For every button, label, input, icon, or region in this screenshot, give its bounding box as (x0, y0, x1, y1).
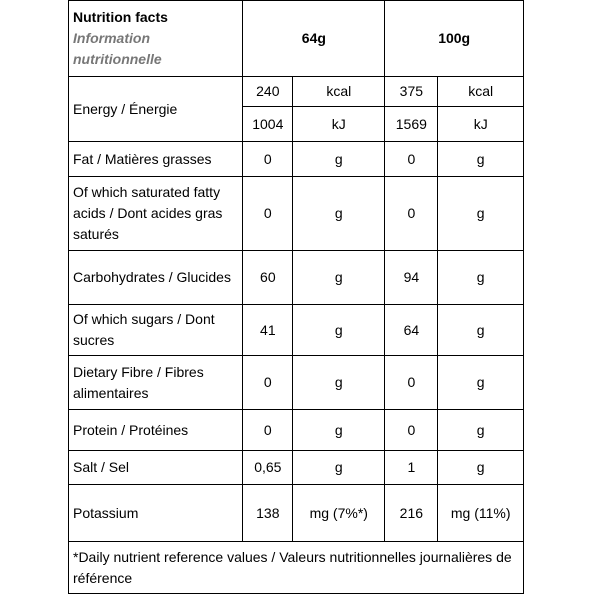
unit-per100: mg (11%) (438, 485, 524, 542)
column-header-per100: 100g (385, 1, 524, 77)
value-portion: 138 (243, 485, 293, 542)
unit-portion: g (293, 251, 385, 305)
row-label: Dietary Fibre / Fibres alimentaires (69, 356, 243, 410)
unit-portion: g (293, 177, 385, 251)
value-per100: 0 (385, 142, 438, 177)
table-row (69, 356, 524, 410)
table-row (69, 305, 524, 356)
unit-portion: g (293, 410, 385, 451)
table-row (69, 451, 524, 485)
unit-per100: g (438, 142, 524, 177)
energy-kj-per100: 1569 (385, 107, 438, 142)
energy-kcal-unit-portion: kcal (293, 77, 385, 107)
value-portion: 60 (243, 251, 293, 305)
value-portion: 41 (243, 305, 293, 356)
energy-kcal-row (69, 77, 524, 107)
energy-kj-unit-per100: kJ (438, 107, 524, 142)
value-portion: 0 (243, 356, 293, 410)
energy-kcal-unit-per100: kcal (438, 77, 524, 107)
value-per100: 216 (385, 485, 438, 542)
unit-per100: g (438, 410, 524, 451)
title-french: Information nutritionnelle (73, 30, 162, 67)
unit-per100: g (438, 251, 524, 305)
value-per100: 94 (385, 251, 438, 305)
row-label: Of which sugars / Dont sucres (69, 305, 243, 356)
row-label: Potassium (69, 485, 243, 542)
table-row (69, 485, 524, 542)
row-label: Salt / Sel (69, 451, 243, 485)
title-cell (69, 1, 243, 77)
value-portion: 0 (243, 177, 293, 251)
row-label: Fat / Matières grasses (69, 142, 243, 177)
unit-portion: g (293, 142, 385, 177)
energy-kcal-per100: 375 (385, 77, 438, 107)
unit-per100: g (438, 356, 524, 410)
unit-portion: g (293, 305, 385, 356)
table-row (69, 251, 524, 305)
table-row (69, 142, 524, 177)
value-per100: 1 (385, 451, 438, 485)
title-english: Nutrition facts (73, 9, 168, 25)
footnote: *Daily nutrient reference values / Valeurs nutritionnelles journalières de référence (69, 542, 524, 594)
unit-portion: g (293, 356, 385, 410)
energy-label: Energy / Énergie (69, 77, 243, 142)
nutrition-table (68, 0, 524, 594)
value-per100: 0 (385, 410, 438, 451)
unit-per100: g (438, 451, 524, 485)
row-label: Of which saturated fatty acids / Dont acides gras saturés (69, 177, 243, 251)
unit-per100: g (438, 177, 524, 251)
energy-kj-unit-portion: kJ (293, 107, 385, 142)
table-row (69, 177, 524, 251)
footnote-row (69, 542, 524, 594)
value-per100: 0 (385, 177, 438, 251)
column-header-portion: 64g (243, 1, 385, 77)
value-portion: 0,65 (243, 451, 293, 485)
unit-portion: mg (7%*) (293, 485, 385, 542)
row-label: Carbohydrates / Glucides (69, 251, 243, 305)
value-portion: 0 (243, 142, 293, 177)
table-row (69, 410, 524, 451)
value-per100: 0 (385, 356, 438, 410)
row-label: Protein / Protéines (69, 410, 243, 451)
value-per100: 64 (385, 305, 438, 356)
unit-per100: g (438, 305, 524, 356)
energy-kj-portion: 1004 (243, 107, 293, 142)
energy-kcal-portion: 240 (243, 77, 293, 107)
unit-portion: g (293, 451, 385, 485)
header-row (69, 1, 524, 77)
value-portion: 0 (243, 410, 293, 451)
